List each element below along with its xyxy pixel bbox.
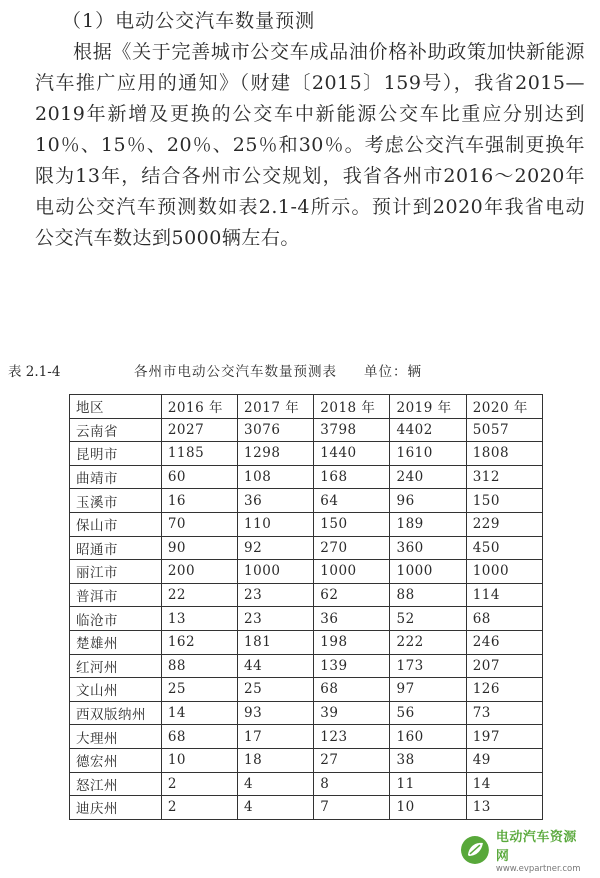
value-cell: 150 (466, 489, 542, 513)
value-cell: 68 (314, 678, 390, 702)
value-cell: 2 (161, 796, 237, 820)
value-cell: 139 (314, 654, 390, 678)
region-cell: 楚雄州 (70, 630, 162, 654)
body-paragraph (35, 37, 585, 254)
value-cell: 2 (161, 772, 237, 796)
value-cell: 73 (466, 701, 542, 725)
region-cell: 怒江州 (70, 772, 162, 796)
value-cell: 25 (161, 678, 237, 702)
table-title: 各州市电动公交汽车数量预测表 (134, 364, 337, 380)
value-cell: 39 (314, 701, 390, 725)
value-cell: 168 (314, 465, 390, 489)
watermark (460, 830, 590, 874)
region-cell: 大理州 (70, 725, 162, 749)
region-cell: 保山市 (70, 512, 162, 536)
value-cell: 23 (238, 583, 314, 607)
value-cell: 126 (466, 678, 542, 702)
table-row (70, 630, 543, 654)
value-cell: 1000 (466, 560, 542, 584)
region-cell: 丽江市 (70, 560, 162, 584)
value-cell: 222 (390, 630, 466, 654)
value-cell: 4402 (390, 418, 466, 442)
value-cell: 60 (161, 465, 237, 489)
forecast-table (69, 394, 543, 820)
watermark-name: 电动汽车资源网 (495, 830, 577, 864)
value-cell: 150 (314, 512, 390, 536)
value-cell: 2027 (161, 418, 237, 442)
value-cell: 1298 (238, 442, 314, 466)
value-cell: 22 (161, 583, 237, 607)
value-cell: 90 (161, 536, 237, 560)
value-cell: 92 (238, 536, 314, 560)
value-cell: 56 (390, 701, 466, 725)
value-cell: 88 (161, 654, 237, 678)
value-cell: 450 (466, 536, 542, 560)
value-cell: 3076 (238, 418, 314, 442)
watermark-url: www.evpartner.com (495, 864, 581, 874)
value-cell: 246 (466, 630, 542, 654)
table-header-row (70, 395, 543, 419)
value-cell: 16 (161, 489, 237, 513)
table-row (70, 796, 543, 820)
table-row (70, 512, 543, 536)
value-cell: 1000 (314, 560, 390, 584)
value-cell: 1000 (390, 560, 466, 584)
table-row (70, 489, 543, 513)
value-cell: 160 (390, 725, 466, 749)
table-row (70, 560, 543, 584)
value-cell: 36 (314, 607, 390, 631)
region-cell: 西双版纳州 (70, 701, 162, 725)
table-row (70, 701, 543, 725)
region-cell: 迪庆州 (70, 796, 162, 820)
table-body (70, 395, 543, 820)
value-cell: 23 (238, 607, 314, 631)
value-cell: 207 (466, 654, 542, 678)
value-cell: 189 (390, 512, 466, 536)
value-cell: 108 (238, 465, 314, 489)
table-unit: 单位：辆 (364, 364, 422, 380)
table-row (70, 678, 543, 702)
value-cell: 114 (466, 583, 542, 607)
table-row (70, 583, 543, 607)
value-cell: 181 (238, 630, 314, 654)
table-row (70, 536, 543, 560)
value-cell: 68 (161, 725, 237, 749)
table-header-cell: 地区 (70, 395, 162, 419)
table-row (70, 607, 543, 631)
table-row (70, 654, 543, 678)
region-cell: 德宏州 (70, 748, 162, 772)
value-cell: 68 (466, 607, 542, 631)
value-cell: 17 (238, 725, 314, 749)
table-number: 表 2.1-4 (8, 364, 61, 380)
table-header-cell: 2018 年 (314, 395, 390, 419)
value-cell: 162 (161, 630, 237, 654)
region-cell: 昆明市 (70, 442, 162, 466)
value-cell: 4 (238, 796, 314, 820)
value-cell: 10 (390, 796, 466, 820)
value-cell: 14 (466, 772, 542, 796)
value-cell: 64 (314, 489, 390, 513)
table-header-cell: 2016 年 (161, 395, 237, 419)
value-cell: 229 (466, 512, 542, 536)
value-cell: 27 (314, 748, 390, 772)
value-cell: 70 (161, 512, 237, 536)
region-cell: 曲靖市 (70, 465, 162, 489)
value-cell: 36 (238, 489, 314, 513)
table-header-cell: 2017 年 (238, 395, 314, 419)
value-cell: 198 (314, 630, 390, 654)
value-cell: 52 (390, 607, 466, 631)
table-row (70, 465, 543, 489)
table-header-cell: 2020 年 (466, 395, 542, 419)
table-row (70, 725, 543, 749)
table-row (70, 772, 543, 796)
value-cell: 44 (238, 654, 314, 678)
region-cell: 文山州 (70, 678, 162, 702)
region-cell: 临沧市 (70, 607, 162, 631)
value-cell: 240 (390, 465, 466, 489)
value-cell: 197 (466, 725, 542, 749)
value-cell: 96 (390, 489, 466, 513)
watermark-text (496, 826, 590, 874)
value-cell: 1808 (466, 442, 542, 466)
value-cell: 1440 (314, 442, 390, 466)
value-cell: 360 (390, 536, 466, 560)
section-heading: （1）电动公交汽车数量预测 (62, 10, 316, 32)
region-cell: 玉溪市 (70, 489, 162, 513)
value-cell: 173 (390, 654, 466, 678)
value-cell: 1000 (238, 560, 314, 584)
value-cell: 10 (161, 748, 237, 772)
value-cell: 270 (314, 536, 390, 560)
value-cell: 1185 (161, 442, 237, 466)
value-cell: 93 (238, 701, 314, 725)
table-row (70, 418, 543, 442)
value-cell: 312 (466, 465, 542, 489)
table-row (70, 442, 543, 466)
value-cell: 7 (314, 796, 390, 820)
region-cell: 红河州 (70, 654, 162, 678)
value-cell: 123 (314, 725, 390, 749)
value-cell: 18 (238, 748, 314, 772)
table-header-cell: 2019 年 (390, 395, 466, 419)
value-cell: 11 (390, 772, 466, 796)
evpartner-leaf-logo-icon (460, 835, 490, 865)
value-cell: 38 (390, 748, 466, 772)
value-cell: 1610 (390, 442, 466, 466)
value-cell: 110 (238, 512, 314, 536)
value-cell: 97 (390, 678, 466, 702)
region-cell: 昭通市 (70, 536, 162, 560)
value-cell: 4 (238, 772, 314, 796)
value-cell: 13 (466, 796, 542, 820)
region-cell: 云南省 (70, 418, 162, 442)
value-cell: 25 (238, 678, 314, 702)
value-cell: 49 (466, 748, 542, 772)
region-cell: 普洱市 (70, 583, 162, 607)
value-cell: 3798 (314, 418, 390, 442)
value-cell: 62 (314, 583, 390, 607)
value-cell: 88 (390, 583, 466, 607)
value-cell: 5057 (466, 418, 542, 442)
value-cell: 13 (161, 607, 237, 631)
paragraph-text: 根据《关于完善城市公交车成品油价格补助政策加快新能源汽车推广应用的通知》（财建〔2015〕159号），我省2015—2019年新增及更换的公交车中新能源公交车比重应分别达到10％、15％、20％、25％和30％。考虑公交汽车强制更换年限为13年，结合各州市公交规划，我省各州市2016～2020年电动公交汽车预测数如表2.1-4所示。预计到2020年我省电动公交汽车数达到5000辆左右。 (35, 41, 585, 249)
table-row (70, 748, 543, 772)
value-cell: 8 (314, 772, 390, 796)
value-cell: 14 (161, 701, 237, 725)
value-cell: 200 (161, 560, 237, 584)
